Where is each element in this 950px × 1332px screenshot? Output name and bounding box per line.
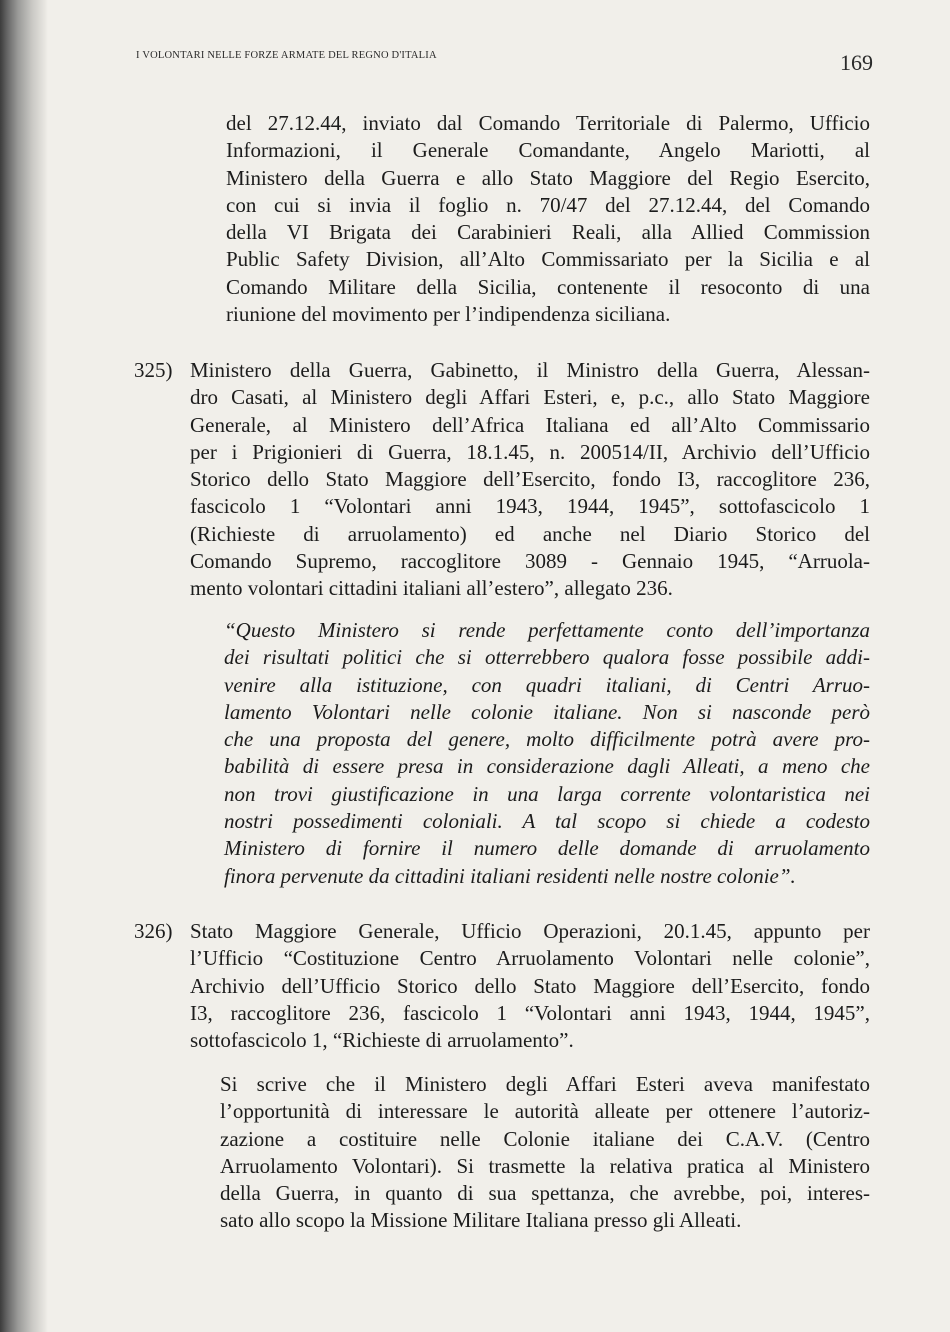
text-line: l’opportunità di interessare le autorità alleate per ottenere l’autoriz- — [220, 1099, 870, 1124]
footnote-325-quotation — [224, 617, 870, 890]
quote-line: che una proposta del genere, molto difficilmente potrà avere pro- — [224, 727, 870, 752]
text-line: sato allo scopo la Missione Militare Italiana presso gli Alleati. — [220, 1208, 742, 1233]
text-line: con cui si invia il foglio n. 70/47 del 27.12.44, del Comando — [226, 192, 870, 217]
text-line: mento volontari cittadini italiani all’estero”, allegato 236. — [190, 576, 673, 601]
text-line: Informazioni, il Generale Comandante, Angelo Mariotti, al — [226, 138, 870, 163]
text-line: della Guerra, in quanto di sua spettanza, che avrebbe, poi, interes- — [220, 1181, 870, 1206]
quote-line: lamento Volontari nelle colonie italiane. Non si nasconde però — [224, 699, 870, 724]
footnote-number-326: 326) — [134, 919, 173, 943]
text-line: sottofascicolo 1, “Richieste di arruolamento”. — [190, 1028, 574, 1053]
intro-paragraph — [226, 110, 870, 328]
quote-line: babilità di essere presa in considerazione dagli Alleati, a meno che — [224, 754, 870, 779]
book-gutter-shadow — [0, 0, 48, 1332]
quote-line: venire alla istituzione, con quadri italiani, di Centri Arruo- — [224, 672, 870, 697]
text-line: del 27.12.44, inviato dal Comando Territoriale di Palermo, Ufficio — [226, 111, 870, 135]
quote-line: “Questo Ministero si rende perfettamente conto dell’importanza — [224, 618, 870, 642]
quote-line: non trovi giustificazione in una larga corrente volontaristica nei — [224, 781, 870, 806]
footnote-325-body — [190, 357, 870, 603]
running-head: I VOLONTARI NELLE FORZE ARMATE DEL REGNO D'ITALIA — [136, 50, 437, 61]
quote-line: dei risultati politici che si otterrebbero qualora fosse possibile addi- — [224, 645, 870, 670]
footnote-number-325: 325) — [134, 358, 173, 382]
text-line: zazione a costituire nelle Colonie italiane dei C.A.V. (Centro — [220, 1126, 870, 1151]
text-line: fascicolo 1 “Volontari anni 1943, 1944, 1945”, sottofascicolo 1 — [190, 494, 870, 519]
text-line: della VI Brigata dei Carabinieri Reali, alla Allied Commission — [226, 220, 870, 245]
page-number: 169 — [840, 50, 873, 75]
text-line: Si scrive che il Ministero degli Affari Esteri aveva manifestato — [220, 1072, 870, 1096]
text-line: Comando Supremo, raccoglitore 3089 - Gennaio 1945, “Arruola- — [190, 549, 870, 574]
text-line: l’Ufficio “Costituzione Centro Arruolamento Volontari nelle colonie”, — [190, 946, 870, 971]
text-line: Storico dello Stato Maggiore dell’Esercito, fondo I3, raccoglitore 236, — [190, 467, 870, 492]
quote-line: Ministero di fornire il numero delle domande di arruolamento — [224, 836, 870, 861]
footnote-326-body — [190, 918, 870, 1054]
text-line: Arruolamento Volontari). Si trasmette la relativa pratica al Ministero — [220, 1153, 870, 1178]
text-line: Public Safety Division, all’Alto Commissariato per la Sicilia e al — [226, 247, 870, 272]
text-line: Generale, al Ministero dell’Africa Italiana ed all’Alto Commissario — [190, 412, 870, 437]
text-line: Stato Maggiore Generale, Ufficio Operazioni, 20.1.45, appunto per — [190, 919, 870, 943]
quote-line: nostri possedimenti coloniali. A tal scopo si chiede a codesto — [224, 809, 870, 834]
text-line: Ministero della Guerra, Gabinetto, il Ministro della Guerra, Alessan- — [190, 358, 870, 382]
footnote-326-summary — [220, 1071, 870, 1235]
text-line: Archivio dell’Ufficio Storico dello Stato Maggiore dell’Esercito, fondo — [190, 973, 870, 998]
text-line: I3, raccoglitore 236, fascicolo 1 “Volontari anni 1943, 1944, 1945”, — [190, 1000, 870, 1025]
text-line: per i Prigionieri di Guerra, 18.1.45, n. 200514/II, Archivio dell’Ufficio — [190, 439, 870, 464]
text-line: riunione del movimento per l’indipendenza siciliana. — [226, 302, 671, 327]
text-line: dro Casati, al Ministero degli Affari Esteri, e, p.c., allo Stato Maggiore — [190, 385, 870, 410]
quote-line: finora pervenute da cittadini italiani residenti nelle nostre colonie”. — [224, 863, 796, 888]
text-line: (Richieste di arruolamento) ed anche nel Diario Storico del — [190, 521, 870, 546]
text-line: Ministero della Guerra e allo Stato Maggiore del Regio Esercito, — [226, 165, 870, 190]
text-line: Comando Militare della Sicilia, contenente il resoconto di una — [226, 274, 870, 299]
